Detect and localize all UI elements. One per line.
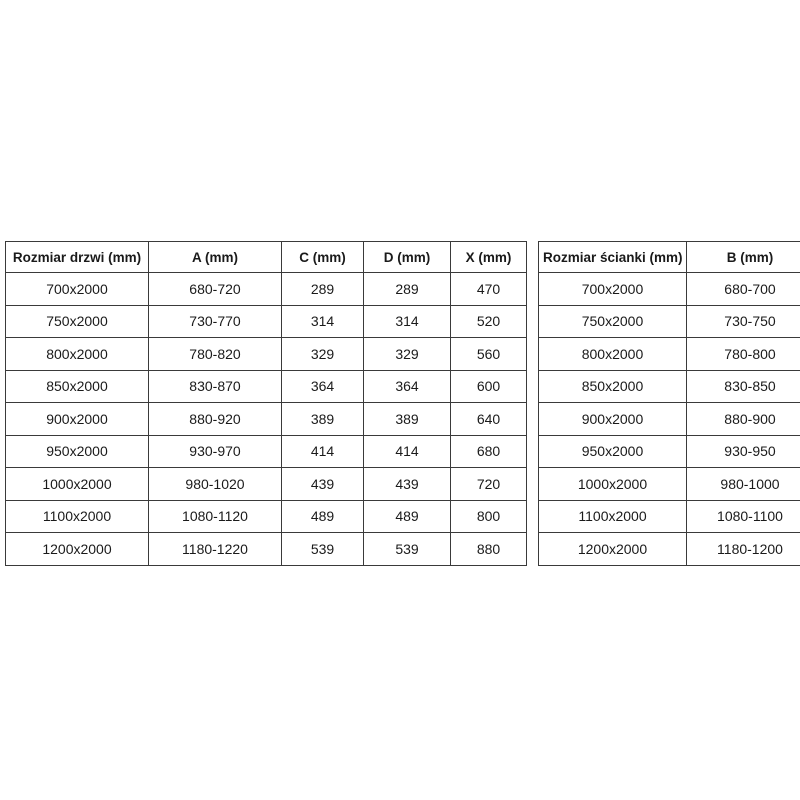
table-cell: 980-1020 [149, 468, 282, 501]
table-cell: 980-1000 [687, 468, 800, 501]
table-cell: 1080-1100 [687, 500, 800, 533]
table-cell: 539 [282, 533, 364, 566]
table-cell: 1100x2000 [6, 500, 149, 533]
table-cell: 640 [451, 403, 527, 436]
table-cell: 930-950 [687, 435, 800, 468]
table-cell: 780-820 [149, 338, 282, 371]
table-cell: 1000x2000 [539, 468, 687, 501]
table-row [6, 533, 527, 566]
table-cell: 364 [282, 370, 364, 403]
table-cell: 720 [451, 468, 527, 501]
table-cell: 364 [364, 370, 451, 403]
table-cell: 389 [364, 403, 451, 436]
table-cell: 930-970 [149, 435, 282, 468]
table-cell: 414 [282, 435, 364, 468]
table-cell: 314 [364, 305, 451, 338]
table-cell: 470 [451, 273, 527, 306]
table-cell: 800 [451, 500, 527, 533]
column-header: D (mm) [364, 242, 451, 273]
table-cell: 850x2000 [6, 370, 149, 403]
table-row [6, 435, 527, 468]
column-header: X (mm) [451, 242, 527, 273]
table-cell: 680 [451, 435, 527, 468]
table-cell: 730-770 [149, 305, 282, 338]
table-cell: 950x2000 [6, 435, 149, 468]
table-row [539, 305, 800, 338]
table-cell: 880-920 [149, 403, 282, 436]
table-cell: 680-700 [687, 273, 800, 306]
table-cell: 900x2000 [6, 403, 149, 436]
table-row [6, 500, 527, 533]
table-row [539, 500, 800, 533]
table-cell: 289 [282, 273, 364, 306]
table-cell: 329 [364, 338, 451, 371]
table-row [539, 338, 800, 371]
table-row [6, 305, 527, 338]
table-cell: 880-900 [687, 403, 800, 436]
door-size-table [5, 241, 527, 566]
table-row [539, 533, 800, 566]
table-cell: 600 [451, 370, 527, 403]
table-cell: 830-850 [687, 370, 800, 403]
table-cell: 520 [451, 305, 527, 338]
table-cell: 750x2000 [6, 305, 149, 338]
table-row [6, 403, 527, 436]
table-cell: 1100x2000 [539, 500, 687, 533]
table-cell: 950x2000 [539, 435, 687, 468]
table-row [6, 468, 527, 501]
table-cell: 314 [282, 305, 364, 338]
table-cell: 700x2000 [539, 273, 687, 306]
table-cell: 900x2000 [539, 403, 687, 436]
table-cell: 289 [364, 273, 451, 306]
header-row [539, 242, 800, 273]
table-cell: 1080-1120 [149, 500, 282, 533]
table-cell: 560 [451, 338, 527, 371]
table-cell: 1200x2000 [539, 533, 687, 566]
table-cell: 850x2000 [539, 370, 687, 403]
table-cell: 780-800 [687, 338, 800, 371]
table-cell: 489 [282, 500, 364, 533]
table-row [6, 370, 527, 403]
table-cell: 539 [364, 533, 451, 566]
table-cell: 1180-1220 [149, 533, 282, 566]
table-cell: 800x2000 [539, 338, 687, 371]
table-row [6, 273, 527, 306]
table-cell: 439 [282, 468, 364, 501]
column-header: A (mm) [149, 242, 282, 273]
table-cell: 880 [451, 533, 527, 566]
table-row [539, 468, 800, 501]
table-cell: 329 [282, 338, 364, 371]
table-row [6, 338, 527, 371]
table-row [539, 435, 800, 468]
column-header: B (mm) [687, 242, 800, 273]
table-cell: 830-870 [149, 370, 282, 403]
table-cell: 414 [364, 435, 451, 468]
table-row [539, 403, 800, 436]
table-cell: 800x2000 [6, 338, 149, 371]
table-cell: 1180-1200 [687, 533, 800, 566]
table-cell: 389 [282, 403, 364, 436]
table-cell: 439 [364, 468, 451, 501]
column-header: Rozmiar drzwi (mm) [6, 242, 149, 273]
wall-size-table [538, 241, 800, 566]
table-cell: 1200x2000 [6, 533, 149, 566]
table-row [539, 370, 800, 403]
table-row [539, 273, 800, 306]
table-cell: 680-720 [149, 273, 282, 306]
table-cell: 750x2000 [539, 305, 687, 338]
table-cell: 730-750 [687, 305, 800, 338]
column-header: C (mm) [282, 242, 364, 273]
table-cell: 489 [364, 500, 451, 533]
table-cell: 1000x2000 [6, 468, 149, 501]
header-row [6, 242, 527, 273]
column-header: Rozmiar ścianki (mm) [539, 242, 687, 273]
table-cell: 700x2000 [6, 273, 149, 306]
